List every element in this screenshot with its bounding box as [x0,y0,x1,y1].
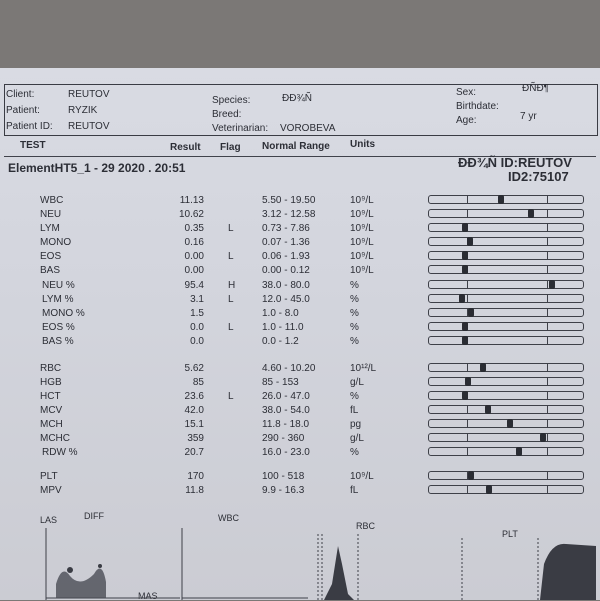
id1: ÐÐ¾Ñ ID:REUTOV [458,155,572,170]
test-units: g/L [350,433,364,444]
col-normal-range: Normal Range [262,141,330,152]
breed-label: Breed: [212,109,242,120]
test-units: % [350,391,359,402]
col-result: Result [170,142,201,153]
test-units: fL [350,405,359,416]
test-name: RBC [40,363,62,374]
species-label: Species: [212,95,251,106]
test-units: 10⁹/L [350,265,374,276]
range-indicator-marker [459,294,465,303]
test-flag: L [228,391,234,402]
test-units: g/L [350,377,364,388]
range-indicator-bar [428,377,584,386]
rbc-histogram [312,521,442,600]
test-name: HGB [40,377,62,388]
test-units: % [350,280,359,291]
range-indicator-bar [428,336,584,345]
test-name: NEU [40,209,62,220]
veterinarian-value: VOROBEVA [280,123,336,134]
test-normal-range: 290 - 360 [262,433,305,444]
test-normal-range: 16.0 - 23.0 [262,447,310,458]
patient-label: Patient: [6,105,40,116]
test-units: 10⁹/L [350,195,374,206]
las-label: LAS [40,515,58,525]
test-units: % [350,322,359,333]
test-normal-range: 0.0 - 1.2 [262,336,299,347]
test-result: 3.1 [190,294,204,305]
test-normal-range: 5.50 - 19.50 [262,195,316,206]
test-normal-range: 85 - 153 [262,377,299,388]
test-units: 10⁹/L [350,223,374,234]
test-result: 15.1 [184,419,204,430]
age-label: Age: [456,115,477,126]
test-result: 95.4 [184,280,204,291]
test-units: 10⁹/L [350,209,374,220]
id2: ID2:75107 [508,169,569,184]
test-flag: L [228,251,234,262]
col-flag: Flag [220,142,241,153]
test-units: 10⁹/L [350,237,374,248]
test-units: 10¹²/L [350,363,377,374]
range-indicator-marker [480,363,486,372]
range-indicator-marker [462,251,468,260]
range-indicator-bar [428,447,584,456]
range-indicator-bar [428,308,584,317]
range-indicator-marker [462,336,468,345]
range-indicator-bar [428,405,584,414]
range-indicator-bar [428,280,584,289]
test-result: 85 [192,377,204,388]
test-name: MCH [40,419,63,430]
test-result: 170 [187,471,204,482]
age-value: 7 yr [520,111,537,122]
test-units: fL [350,485,359,496]
range-indicator-bar [428,419,584,428]
range-indicator-bar [428,391,584,400]
test-normal-range: 38.0 - 80.0 [262,280,310,291]
test-name: LYM [40,223,60,234]
range-indicator-marker [462,223,468,232]
test-flag: L [228,294,234,305]
test-result: 23.6 [184,391,204,402]
test-name: MONO % [42,308,85,319]
test-normal-range: 3.12 - 12.58 [262,209,316,220]
test-normal-range: 38.0 - 54.0 [262,405,310,416]
test-result: 10.62 [178,209,204,220]
patient-id-label: Patient ID: [6,121,53,132]
range-indicator-marker [462,391,468,400]
range-indicator-bar [428,294,584,303]
range-indicator-bar [428,433,584,442]
test-result: 0.0 [190,336,204,347]
test-result: 5.62 [184,363,204,374]
patient-value: RYZIK [68,105,98,116]
range-indicator-bar [428,251,584,260]
test-name: EOS [40,251,62,262]
range-indicator-marker [462,322,468,331]
test-result: 42.0 [184,405,204,416]
test-flag: L [228,322,234,333]
client-value: REUTOV [68,89,110,100]
range-indicator-marker [528,209,534,218]
client-label: Client: [6,89,35,100]
species-value: ÐÐ¾Ñ [282,93,313,104]
diff-scatter-plot [40,524,180,600]
test-name: RDW % [42,447,78,458]
range-indicator-marker [468,471,474,480]
test-result: 0.00 [184,251,204,262]
test-units: % [350,447,359,458]
test-normal-range: 11.8 - 18.0 [262,419,310,430]
birthdate-label: Birthdate: [456,101,499,112]
range-indicator-bar [428,322,584,331]
test-name: HCT [40,391,61,402]
device-datetime: ElementHT5_1 - 29 2020 . 20:51 [8,161,186,175]
test-name: MCV [40,405,63,416]
test-result: 11.13 [179,195,204,206]
test-name: WBC [40,195,64,206]
test-normal-range: 9.9 - 16.3 [262,485,305,496]
wbc-graph-label: WBC [218,513,239,523]
test-result: 0.16 [184,237,204,248]
test-name: BAS % [42,336,74,347]
diff-label: DIFF [84,511,104,521]
wbc-histogram [178,524,308,600]
range-indicator-bar [428,485,584,494]
plt-histogram [456,524,596,600]
range-indicator-bar [428,265,584,274]
test-normal-range: 12.0 - 45.0 [262,294,310,305]
range-indicator-marker [468,308,474,317]
test-normal-range: 0.07 - 1.36 [262,237,310,248]
test-result: 0.35 [184,223,204,234]
test-units: % [350,336,359,347]
mas-label: MAS [138,591,158,601]
rbc-graph-label: RBC [356,521,376,531]
range-indicator-marker [467,237,473,246]
range-indicator-bar [428,195,584,204]
test-result: 0.0 [190,322,204,333]
test-name: NEU % [42,280,75,291]
sex-value: ÐÑÐ¶ [522,83,550,94]
test-name: EOS % [42,322,75,333]
test-normal-range: 4.60 - 10.20 [262,363,316,374]
test-result: 20.7 [184,447,204,458]
range-indicator-bar [428,223,584,232]
plt-graph-label: PLT [502,529,518,539]
range-indicator-marker [465,377,471,386]
test-name: BAS [40,265,61,276]
test-name: LYM % [42,294,74,305]
test-normal-range: 0.06 - 1.93 [262,251,310,262]
test-units: 10⁹/L [350,251,374,262]
col-units: Units [350,139,375,150]
range-indicator-marker [498,195,504,204]
test-normal-range: 0.00 - 0.12 [262,265,310,276]
range-indicator-bar [428,363,584,372]
test-name: MPV [40,485,62,496]
test-result: 1.5 [190,308,204,319]
test-normal-range: 100 - 518 [262,471,305,482]
range-indicator-marker [462,265,468,274]
range-indicator-marker [516,447,522,456]
test-name: MCHC [40,433,70,444]
range-indicator-bar [428,209,584,218]
range-indicator-marker [549,280,555,289]
test-result: 11.8 [185,485,204,496]
col-test: TEST [20,140,46,151]
test-units: % [350,294,359,305]
test-normal-range: 1.0 - 8.0 [262,308,299,319]
test-units: % [350,308,359,319]
test-result: 0.00 [184,265,204,276]
range-indicator-marker [540,433,546,442]
test-name: MONO [40,237,72,248]
test-units: 10⁹/L [350,471,374,482]
range-indicator-marker [485,405,491,414]
veterinarian-label: Veterinarian: [212,123,269,134]
patient-id-value: REUTOV [68,121,110,132]
sex-label: Sex: [456,87,477,98]
range-indicator-marker [486,485,492,494]
test-flag: H [228,280,236,291]
test-normal-range: 26.0 - 47.0 [262,391,310,402]
test-flag: L [228,223,234,234]
test-name: PLT [40,471,58,482]
test-result: 359 [187,433,204,444]
range-indicator-bar [428,237,584,246]
range-indicator-bar [428,471,584,480]
test-normal-range: 0.73 - 7.86 [262,223,310,234]
test-units: pg [350,419,362,430]
range-indicator-marker [507,419,513,428]
test-normal-range: 1.0 - 11.0 [262,322,304,333]
